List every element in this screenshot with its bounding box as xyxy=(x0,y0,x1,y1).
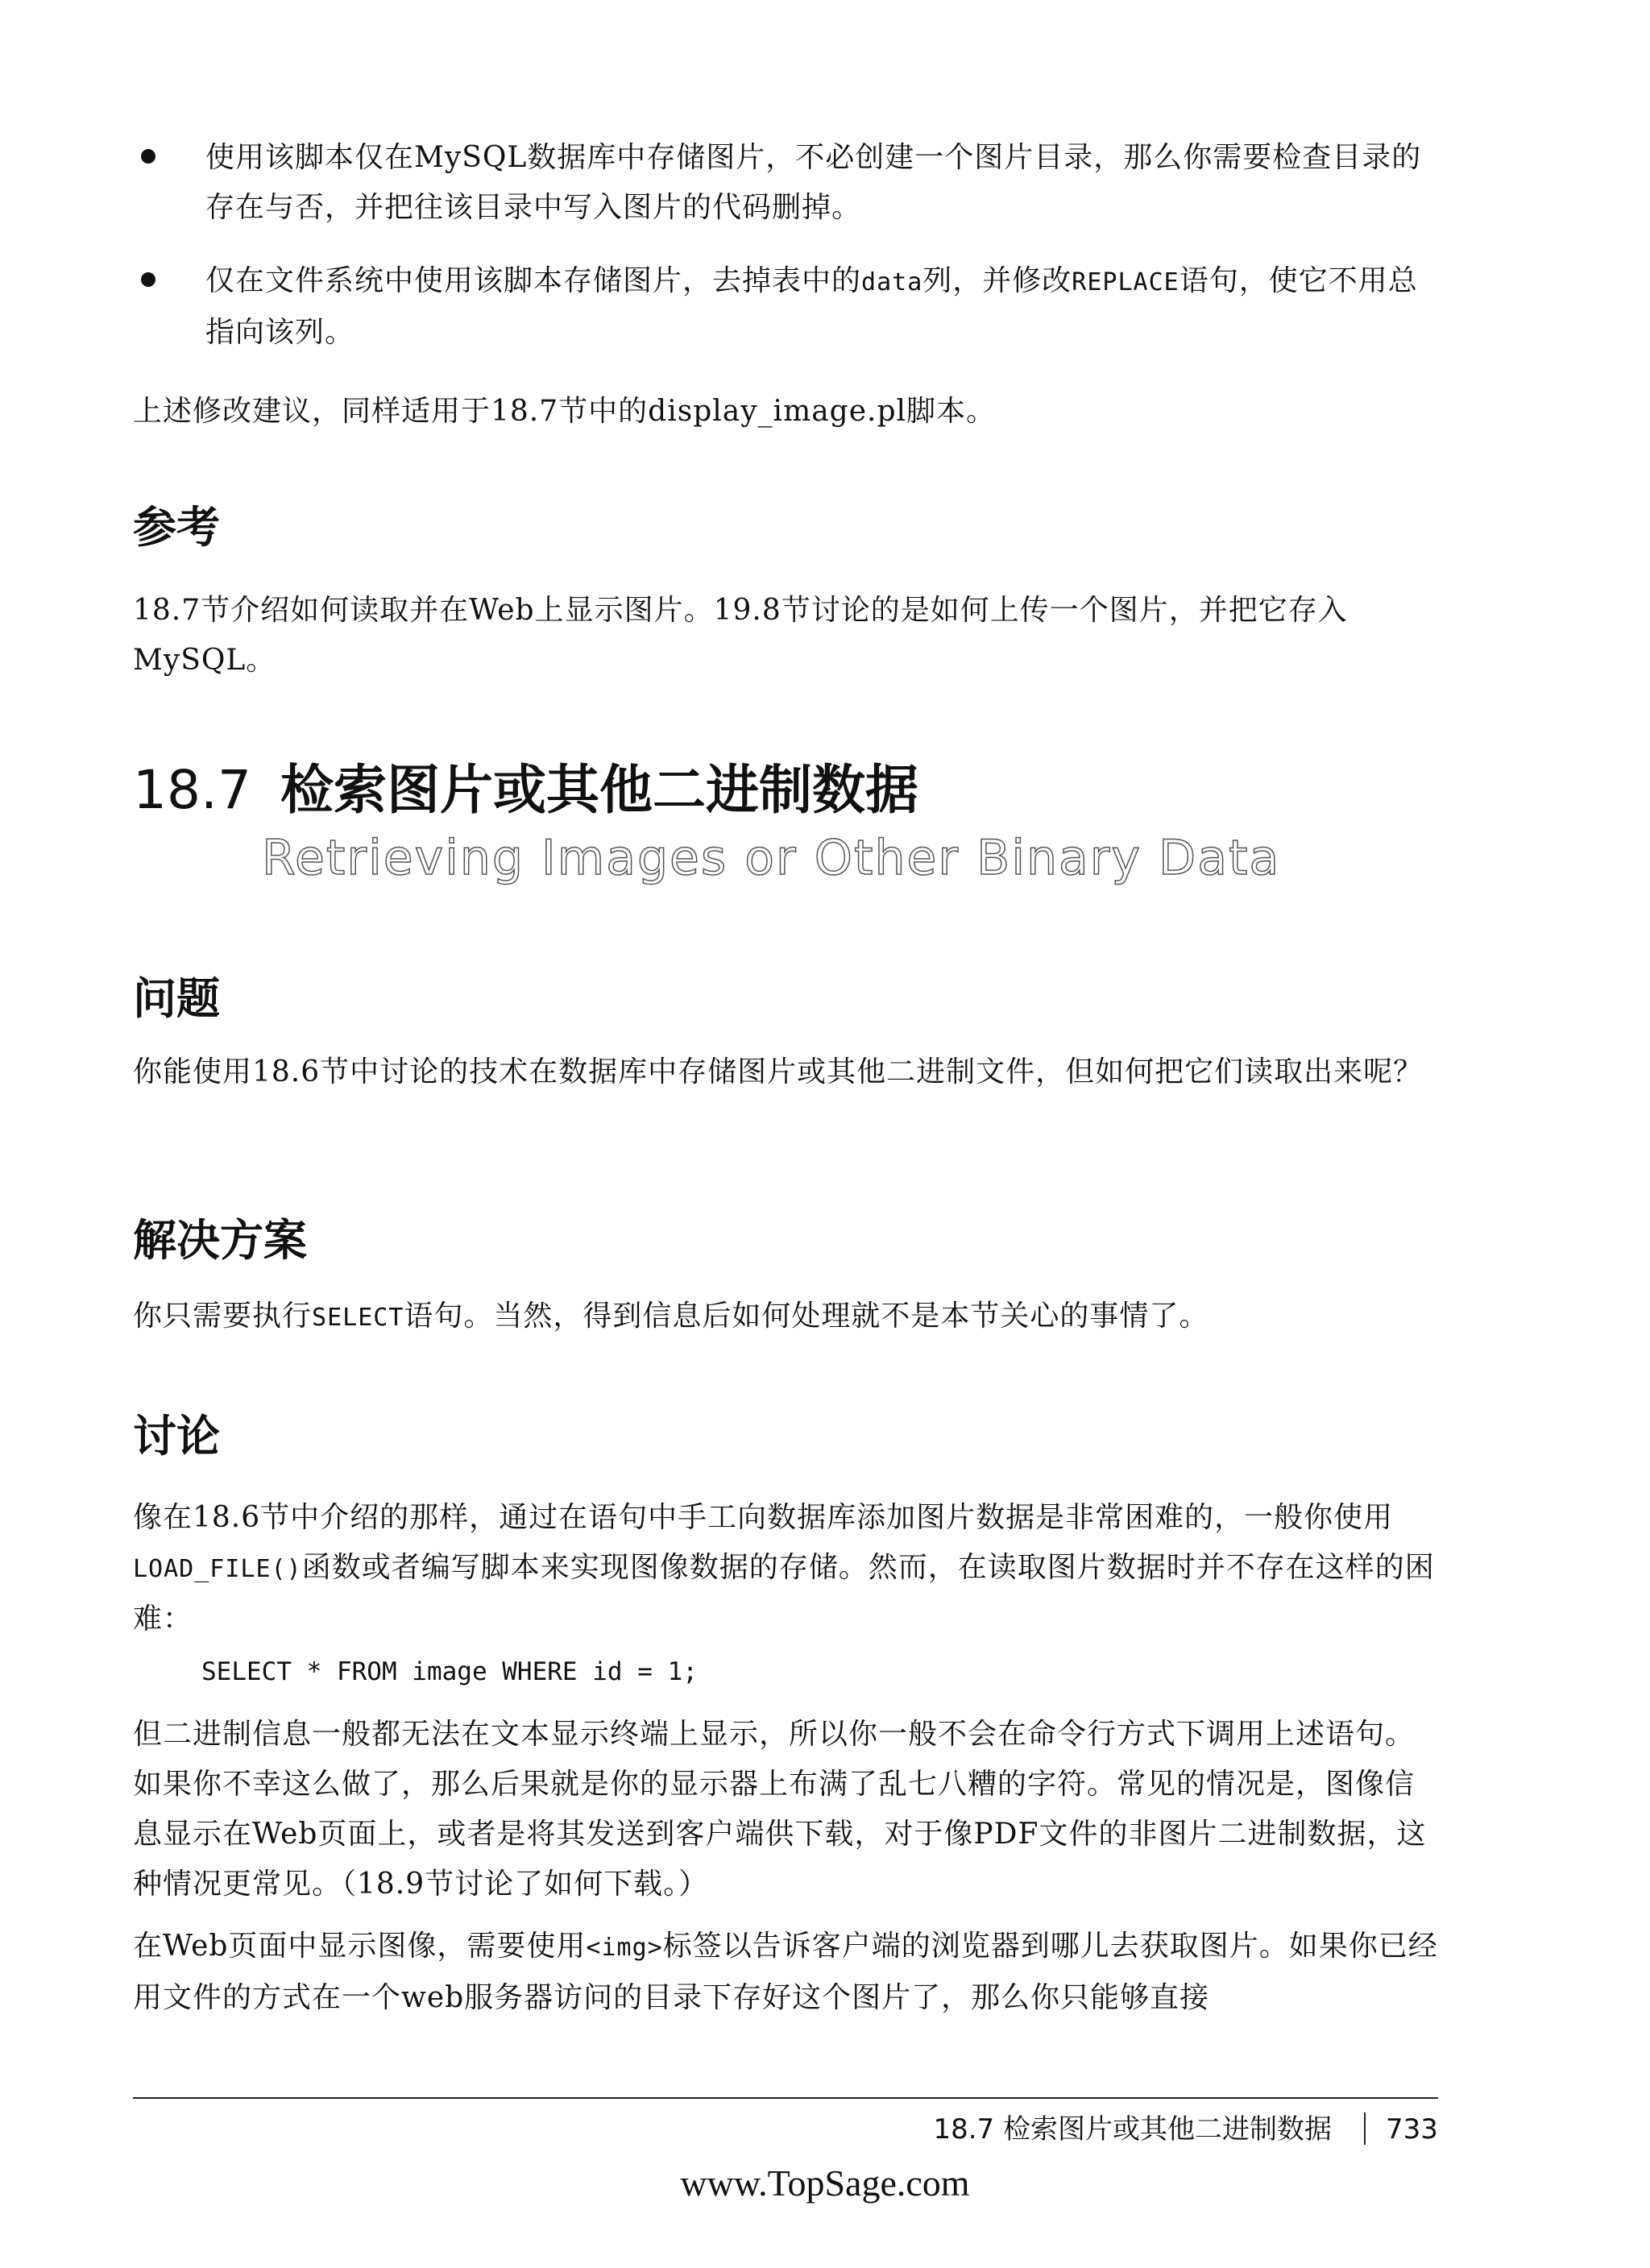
text-run: 你只需要执行 xyxy=(133,1300,313,1333)
section-heading-reference: 参考 xyxy=(133,502,220,553)
footer-separator xyxy=(1364,2113,1366,2145)
paragraph xyxy=(133,1047,1438,1097)
section-heading-discussion: 讨论 xyxy=(133,1411,220,1462)
text-run: 像在18.6节中介绍的那样，通过在语句中手工向数据库添加图片数据是非常困难的，一般你使用 xyxy=(133,1501,1394,1534)
section-heading-solution: 解决方案 xyxy=(133,1215,307,1266)
code-example: SELECT * FROM image WHERE id = 1; xyxy=(201,1657,698,1686)
bullet-item xyxy=(133,256,1438,358)
chapter-number: 18.7 xyxy=(133,759,251,821)
bullet-icon xyxy=(141,272,155,287)
inline-code: data xyxy=(861,268,923,296)
paragraph-text: 18.7节介绍如何读取并在Web上显示图片。19.8节讨论的是如何上传一个图片，并把它存入MySQL。 xyxy=(133,594,1348,677)
text-run: 在Web页面中显示图像，需要使用 xyxy=(133,1930,587,1963)
paragraph-text: 但二进制信息一般都无法在文本显示终端上显示，所以你一般不会在命令行方式下调用上述语句。如果你不幸这么做了，那么后果就是你的显示器上布满了乱七八糟的字符。常见的情况是，图像信息显示在Web页面上，或者是将其发送到客户端供下载，对于像PDF文件的非图片二进制数据，这种情况更常见。（18.9节讨论了如何下载。） xyxy=(133,1718,1427,1901)
text-run: 语句，使它不用总指向该列。 xyxy=(205,264,1418,349)
inline-code: REPLACE xyxy=(1072,268,1179,296)
paragraph-text: 你能使用18.6节中讨论的技术在数据库中存储图片或其他二进制文件，但如何把它们读取出来呢？ xyxy=(133,1055,1424,1088)
text-run: 仅在文件系统中使用该脚本存储图片，去掉表中的 xyxy=(205,264,862,297)
watermark: www.TopSage.com xyxy=(680,2162,970,2204)
paragraph-text xyxy=(133,1292,1438,1343)
inline-code: LOAD_FILE() xyxy=(133,1555,302,1583)
chapter-heading xyxy=(133,757,918,823)
bullet-text xyxy=(205,256,1438,358)
paragraph xyxy=(133,586,1438,686)
bullet-text: 使用该脚本仅在MySQL数据库中存储图片，不必创建一个图片目录，那么你需要检查目录的存在与否，并把往该目录中写入图片的代码删掉。 xyxy=(205,141,1422,224)
text-run: 标签以告诉客户端的浏览器到哪儿去获取图片。如果你已经用文件的方式在一个web服务器访问的目录下存好这个图片了，那么你只能够直接 xyxy=(133,1930,1438,2014)
paragraph xyxy=(133,1493,1438,1644)
inline-code: <img> xyxy=(586,1934,663,1962)
text-run: 列，并修改 xyxy=(922,264,1072,297)
running-title: 18.7 检索图片或其他二进制数据 xyxy=(933,2113,1332,2146)
paragraph xyxy=(133,1710,1438,1909)
paragraph-text xyxy=(133,1493,1438,1644)
paragraph xyxy=(133,1922,1438,2023)
inline-code: SELECT xyxy=(312,1304,404,1332)
page-number: 733 xyxy=(1386,2113,1438,2146)
bullet-item xyxy=(133,133,1438,233)
paragraph-text: 上述修改建议，同样适用于18.7节中的display_image.pl脚本。 xyxy=(133,395,997,428)
text-run: 语句。当然，得到信息后如何处理就不是本节关心的事情了。 xyxy=(404,1300,1209,1333)
text-run: 函数或者编写脚本来实现图像数据的存储。然而，在读取图片数据时并不存在这样的困难： xyxy=(133,1551,1435,1636)
chapter-title: 检索图片或其他二进制数据 xyxy=(280,759,918,821)
bullet-icon xyxy=(141,149,155,164)
chapter-subtitle: Retrieving Images or Other Binary Data xyxy=(262,830,1281,886)
section-heading-problem: 问题 xyxy=(133,973,220,1024)
footer-divider xyxy=(133,2097,1438,2099)
paragraph-text xyxy=(133,1922,1438,2023)
paragraph xyxy=(133,387,1438,437)
paragraph xyxy=(133,1292,1438,1343)
